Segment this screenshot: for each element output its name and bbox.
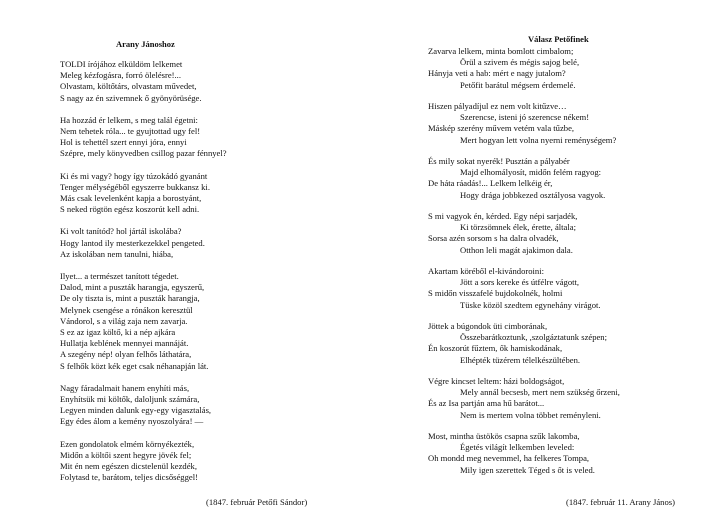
poem-line: Más csak levelenként kapja a borostyánt, — [60, 193, 202, 203]
poem-line: Jött a sors kereke és útfélre vágott, — [460, 277, 580, 288]
poem-line: Legyen minden dalunk egy-egy vigasztalás, — [60, 405, 212, 416]
poem-line: Egy édes álom a kemény nyoszolyára! — — [60, 416, 204, 427]
poem-line: Tenger mélységéből egyszerre bukkansz ki. — [60, 181, 210, 192]
poem-line: Ha hozzád ér lelkem, s meg talál égetni: — [60, 114, 198, 125]
poem-line: Vándorol, s a világ zaja nem zavarja. — [60, 315, 188, 326]
poem-line: S ez az igaz költő, ki a nép ajkára — [60, 327, 176, 337]
poem-line: Elhépték tüzérem télelkészültében. — [460, 354, 581, 365]
poem-line: Az iskolában nem tanulni, hiába, — [60, 248, 174, 259]
poem-line: Ki és mi vagy? hogy így túzokádó gyanánt — [60, 170, 208, 181]
poem-line: Akartam köréből el-kivándoroini: — [428, 266, 544, 276]
poem-line: Ki volt tanítód? hol jártál iskolába? — [60, 226, 182, 237]
poem-line: Mit én nem egészen dicstelenül kezdék, — [60, 461, 197, 471]
poem-line: Most, mintha üstökös csapna szűk lakomba, — [428, 431, 580, 441]
poem-line: Mely annál becsesb, mert nem szükség őrzeni, — [460, 387, 620, 398]
poem-line: Midőn a költői szent hegyre jövék fel; — [60, 449, 192, 460]
poem-line: S felhők közt kék eget csak néhanapján lát. — [60, 360, 209, 371]
poem-line: Hullatja keblének mennyei mannáját. — [60, 338, 189, 349]
poem-line: Nem is mertem volna többet reményleni. — [460, 409, 601, 420]
poem-line: Dalod, mint a puszták harangja, egyszerű, — [60, 282, 205, 293]
poem-line: Majd elhomályosít, midőn felém ragyog: — [460, 167, 602, 178]
poem-line: S mi vagyok én, kérded. Egy népi sarjadék, — [428, 211, 578, 221]
poem-line: Égetés világít lelkemben leveled: — [460, 442, 575, 453]
poem-line: S neked rögtön egész koszorút kell adni. — [60, 204, 200, 215]
right-poem-title: Válasz Petőfinek — [528, 34, 589, 44]
poem-line: Hogy drága jobbkezed osztályosa vagyok. — [460, 189, 606, 200]
poem-line: Zavarva lelkem, minta bomlott cimbalom; — [428, 46, 574, 56]
poem-line: És az Isa partján ama hű barátot... — [428, 398, 545, 409]
poem-line: Hogy lantod ily mesterkezekkel pengeted. — [60, 237, 205, 248]
poem-line: TOLDI írójához elküldöm lelkemet — [60, 59, 183, 69]
poem-line: Folytasd te, barátom, teljes dicsőséggel! — [60, 472, 198, 483]
poem-line: Hányja veti a hab: mért e nagy jutalom? — [428, 68, 566, 79]
poem-line: Ki törzsömnek élek, érette, általa; — [460, 222, 576, 233]
poem-line: És mily sokat nyerék! Pusztán a pályabér — [428, 156, 570, 166]
poem-line: Hol is tehettél szert ennyi jóra, ennyi — [60, 137, 187, 148]
poem-line: Petőfit barátul mégsem érdemelé. — [460, 79, 576, 90]
poem-line: Végre kincset leltem: házi boldogságot, — [428, 376, 565, 386]
poem-line: S midőn visszafelé bujdokolnék, holmi — [428, 288, 563, 299]
poem-line: Ilyet... a természet tanított tégedet. — [60, 271, 179, 281]
poem-line: Szerencse, isteni jó szerencse nékem! — [460, 112, 590, 123]
poem-line: Olvastam, költőtárs, olvastam művedet, — [60, 81, 197, 92]
poem-line: Otthon leli magát ajakimon dala. — [460, 244, 573, 255]
poem-line: Máskép szerény művem vetém vala tűzbe, — [428, 123, 575, 134]
poem-line: Mert hogyan lett volna nyerni reménységem? — [460, 134, 617, 145]
poem-line: Mily igen szerettek Téged s őt is veled. — [460, 464, 595, 475]
poem-line: Ezen gondolatok elmém környékezték, — [60, 438, 195, 449]
poem-line: Én koszorút fűztem, ők hamiskodának, — [428, 343, 563, 354]
poem-line: Melynek csengése a rónákon keresztül — [60, 304, 193, 315]
poem-line: S nagy az én szivemnek ő gyönyörüsége. — [60, 92, 202, 103]
poem-line: Összebarátkoztunk, ,szolgáztatunk szépen; — [460, 332, 607, 343]
poem-line: Meleg kézfogásra, forró ölelésre!... — [60, 70, 181, 81]
poem-line: Örül a szivem és mégis sajog belé, — [460, 57, 580, 68]
poem-line: Enyhítsük mi költők, daloljunk számára, — [60, 394, 200, 404]
poem-line: A szegény nép! olyan felhős láthatára, — [60, 349, 192, 360]
left-poem-signature: (1847. február Petőfi Sándor) — [206, 497, 308, 507]
poem-line: De háta ráadás!... Lelkem lelkéig ér, — [428, 178, 553, 189]
poem-line: Hiszen pályadíjul ez nem volt kitűzve… — [428, 101, 567, 111]
right-poem-signature: (1847. február 11. Arany János) — [566, 497, 675, 507]
left-poem-title: Arany Jánoshoz — [116, 39, 175, 49]
poem-line: Jöttek a búgondok üti cimborának, — [428, 321, 548, 331]
poem-line: Nagy fáradalmait hanem enyhíti más, — [60, 382, 190, 393]
poem-line: Sorsa azén sorsom s ha dalra olvadék, — [428, 233, 559, 244]
poem-line: De oly tiszta is, mint a puszták harangja, — [60, 293, 200, 304]
poem-line: Nem tehetek róla... te gyujtottad ugy fel! — [60, 126, 201, 136]
poem-line: Tüske közöl szedtem egynehány virágot. — [460, 299, 601, 310]
poem-line: Szépre, mely könyvedben csillog pazar fénnyel? — [60, 148, 227, 159]
poem-line: Oh mondd meg nevemmel, ha felkeres Tompa, — [428, 453, 590, 464]
